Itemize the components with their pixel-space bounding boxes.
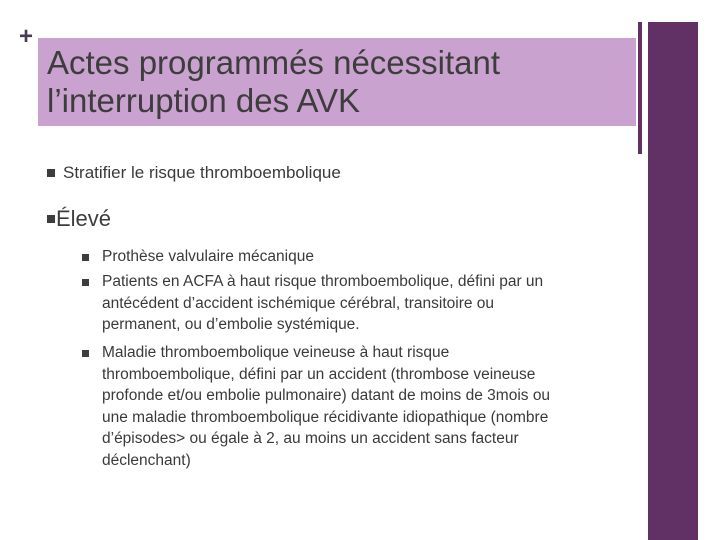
sub-bullet-text: Patients en ACFA à haut risque thromboembolique, défini par un <box>102 273 544 290</box>
sub-bullet-text: antécédent d’accident ischémique cérébral, transitoire ou <box>102 294 495 312</box>
accent-bar-thick <box>648 22 698 540</box>
page-title <box>47 44 627 120</box>
sub-bullet-text: Maladie thromboembolique veineuse à haut risque <box>102 344 450 361</box>
title-line: l’interruption des AVK <box>47 82 361 119</box>
accent-bar-thin <box>638 22 642 154</box>
bullet-square-icon <box>82 279 89 286</box>
sub-bullet-text: thromboembolique, défini par un accident (thrombose veineuse <box>102 365 536 383</box>
sub-bullet-text: d’épisodes> ou égale à 2, au moins un accident sans facteur <box>102 430 519 447</box>
bullet-square-icon <box>47 169 55 177</box>
bullet-square-icon <box>82 350 89 357</box>
sub-bullet-text: profonde et/ou embolie pulmonaire) datant de moins de 3mois ou <box>102 387 551 404</box>
sub-bullet-text: une maladie thromboembolique récidivante idiopathique (nombre <box>102 408 549 426</box>
sub-bullet-text: déclenchant) <box>102 451 191 469</box>
title-line: Actes programmés nécessitant <box>47 44 501 81</box>
sub-bullet-text: permanent, ou d’embolie systémique. <box>102 316 360 333</box>
section-heading: Élevé <box>56 206 112 231</box>
bullet-square-icon <box>47 215 55 223</box>
plus-icon: + <box>19 23 34 50</box>
sub-bullet-text: Prothèse valvulaire mécanique <box>102 248 314 265</box>
bullet-square-icon <box>82 254 89 261</box>
bullet-stratifier: Stratifier le risque thromboembolique <box>63 163 341 182</box>
